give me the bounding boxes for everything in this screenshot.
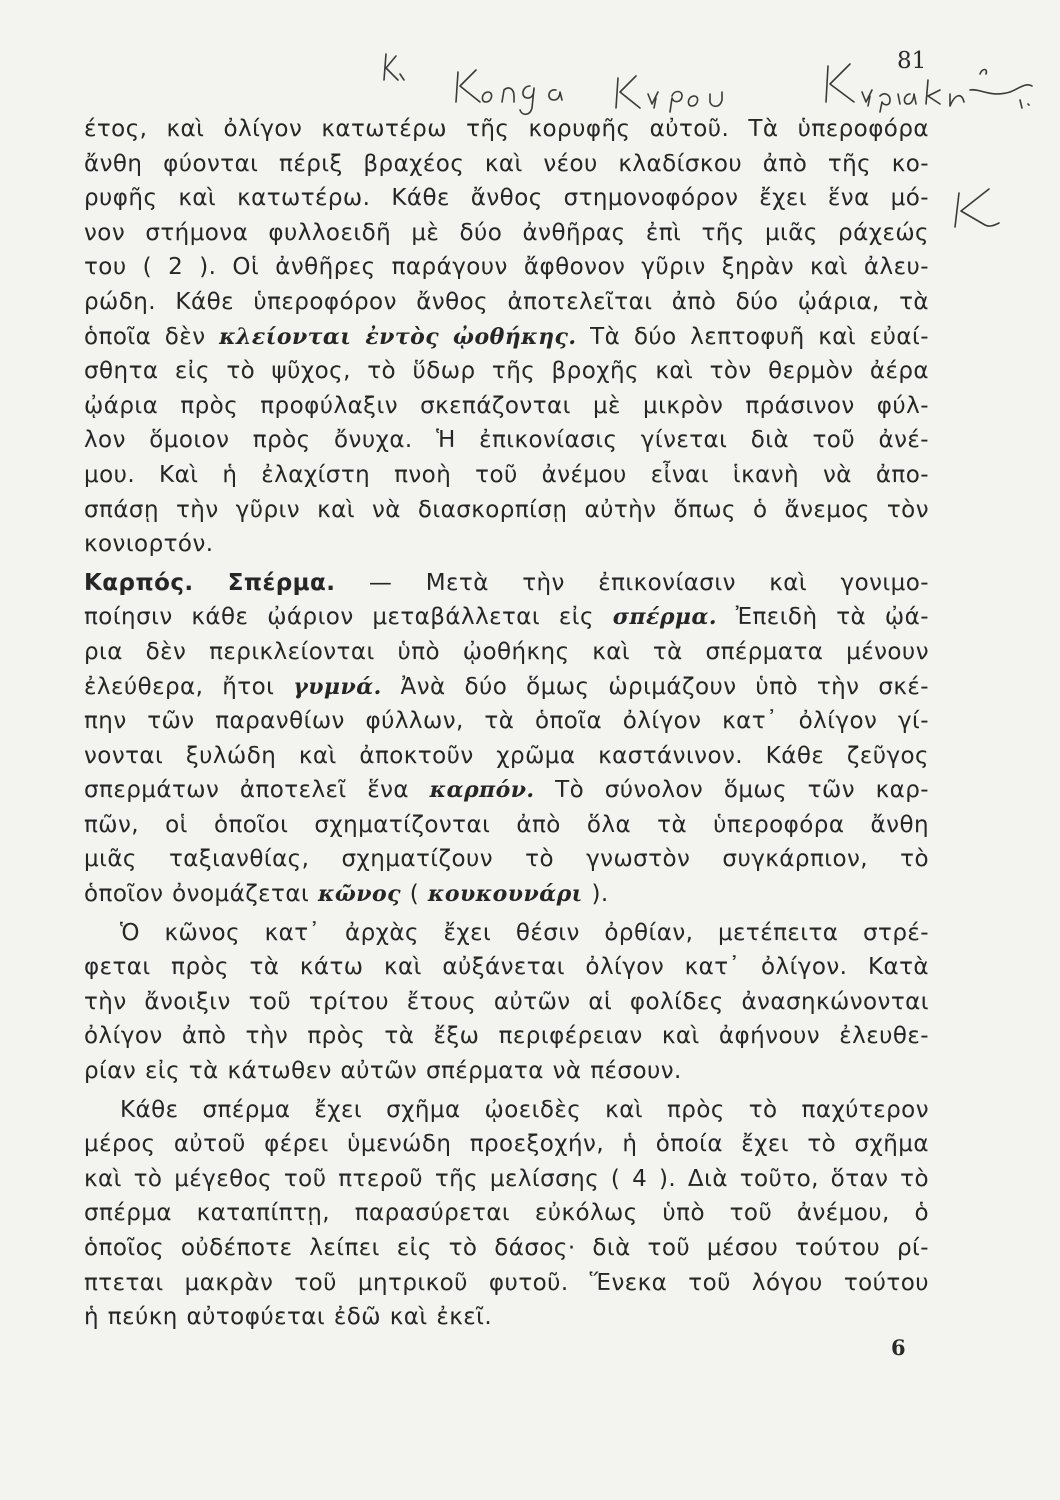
text-line (84, 493, 929, 528)
emphasized-text: γυμνά. (293, 673, 382, 700)
text-segment: καὶ τὸ μέγεθος τοῦ πτεροῦ τῆς μελίσσης ( 4 ). Διὰ τοῦτο, ὅταν τὸ (84, 1165, 929, 1192)
text-segment: φεται πρὸς τὰ κάτω καὶ αὐξάνεται ὀλίγον κατ᾽ ὀλίγον. Κατὰ (84, 954, 929, 981)
text-segment: πτεται μακρὰν τοῦ μητρικοῦ φυτοῦ. Ἕνεκα τοῦ λόγου τούτου (84, 1269, 929, 1296)
text-line (84, 1054, 929, 1089)
text-segment: κονιορτόν. (84, 531, 214, 558)
text-segment: ρια δὲν περικλείονται ὑπὸ ᾠοθήκης καὶ τὰ σπέρματα μένουν (84, 638, 929, 665)
emphasized-text: κῶνος (317, 881, 401, 908)
handwritten-margin-note (945, 185, 1005, 235)
text-line (84, 670, 929, 705)
text-segment: σθητα εἰς τὸ ψῦχος, τὸ ὕδωρ τῆς βροχῆς καὶ τὸν θερμὸν ἀέρα (84, 358, 929, 385)
emphasized-text: σπέρμα. (612, 604, 717, 631)
text-line (84, 181, 929, 216)
text-line (84, 1093, 929, 1128)
text-line (84, 635, 929, 670)
text-segment: Τὸ σύνολον ὅμως τῶν καρ- (534, 777, 929, 804)
text-line (84, 1162, 929, 1197)
text-line (84, 320, 929, 355)
text-line (84, 950, 929, 985)
text-segment: ρυφῆς καὶ κατωτέρω. Κάθε ἄνθος στημονοφόρον ἔχει ἕνα μό- (84, 185, 929, 212)
text-segment: — Μετὰ τὴν ἐπικονίασιν καὶ γονιμο- (335, 569, 929, 596)
emphasized-text: Καρπός. Σπέρμα. (84, 569, 336, 596)
text-segment: ὁποῖον ὀνομάζεται (84, 881, 318, 908)
text-segment: Ἀνὰ δύο ὅμως ὡριμάζουν ὑπὸ τὴν σκέ- (381, 673, 930, 700)
text-line (84, 1266, 929, 1301)
text-segment: ὁποῖος οὐδέποτε λείπει εἰς τὸ δάσος· διὰ τοῦ μέσου τούτου ρί- (84, 1235, 929, 1261)
text-line (84, 808, 929, 843)
text-segment: ( (400, 881, 428, 908)
text-segment: πῶν, οἱ ὁποῖοι σχηματίζονται ἀπὸ ὅλα τὰ ὑπεροφόρα ἄνθη (84, 811, 929, 838)
text-line (84, 527, 929, 562)
text-line (84, 285, 929, 320)
text-line (84, 389, 929, 424)
text-line (84, 1300, 929, 1335)
text-segment: σπάσῃ τὴν γῦριν καὶ νὰ διασκορπίσῃ αὐτὴν ὅπως ὁ ἄνεμος τὸν (84, 496, 929, 523)
text-segment: ὀλίγον ἀπὸ τὴν πρὸς τὰ ἔξω περιφέρειαν καὶ ἀφήνουν ἐλευθε- (84, 1023, 929, 1050)
text-segment: ὁποῖα δὲν (84, 323, 220, 350)
text-line (84, 916, 929, 951)
text-segment: ἐλεύθερα, ἤτοι (84, 673, 294, 700)
text-segment: μιᾶς ταξιανθίας, σχηματίζουν τὸ γνωστὸν συγκάρπιον, τὸ (84, 846, 929, 873)
text-segment: τὴν ἄνοιξιν τοῦ τρίτου ἔτους αὐτῶν αἱ φολίδες ἀνασηκώνονται (84, 988, 929, 1015)
text-line (84, 423, 929, 458)
text-line (84, 985, 929, 1020)
text-line (84, 739, 929, 774)
signature-mark: 6 (891, 1335, 906, 1360)
text-segment: ρίαν εἰς τὰ κάτωθεν αὐτῶν σπέρματα νὰ πέσουν. (84, 1058, 682, 1085)
text-line (84, 250, 929, 285)
text-segment: μου. Καὶ ἡ ἐλαχίστη πνοὴ τοῦ ἀνέμου εἶναι ἱκανὴ νὰ ἀπο- (84, 461, 929, 488)
text-line (84, 1231, 929, 1266)
text-line (84, 1019, 929, 1054)
text-segment: μέρος αὐτοῦ φέρει ὑμενώδη προεξοχήν, ἡ ὁποία ἔχει τὸ σχῆμα (84, 1131, 929, 1158)
text-segment: ρώδη. Κάθε ὑπεροφόρον ἄνθος ἀποτελεῖται ἀπὸ δύο ᾠάρια, τὰ (84, 288, 929, 315)
text-line (84, 112, 929, 147)
text-segment: Κάθε σπέρμα ἔχει σχῆμα ᾠοειδὲς καὶ πρὸς τὸ παχύτερον (120, 1096, 929, 1123)
text-line (84, 877, 929, 912)
emphasized-text: κουκουνάρι (427, 881, 583, 908)
emphasized-text: καρπόν. (429, 777, 535, 804)
text-segment: ποίησιν κάθε ᾠάριον μεταβάλλεται εἰς (84, 604, 613, 631)
text-segment: Τὰ δύο λεπτοφυῆ καὶ εὐαί- (576, 323, 929, 350)
text-segment: ἄνθη φύονται πέριξ βραχέος καὶ νέου κλαδίσκου ἀπὸ τῆς κο- (84, 150, 929, 177)
text-line (84, 354, 929, 389)
text-line (84, 704, 929, 739)
text-segment: του ( 2 ). Οἱ ἀνθῆρες παράγουν ἄφθονον γῦριν ξηρὰν καὶ ἀλευ- (84, 254, 929, 281)
handwritten-header-note (380, 50, 1040, 120)
text-segment: νονται ξυλώδη καὶ ἀποκτοῦν χρῶμα καστάνινον. Κάθε ζεῦγος (84, 742, 929, 769)
text-line (84, 1196, 929, 1231)
text-segment: ). (582, 881, 609, 908)
emphasized-text: κλείονται ἐντὸς ᾠοθήκης. (219, 323, 577, 350)
text-line (84, 773, 929, 808)
text-segment: έτος, καὶ ὀλίγον κατωτέρω τῆς κορυφῆς αὐτοῦ. Τὰ ὑπεροφόρα (84, 116, 929, 142)
text-line (84, 147, 929, 182)
text-line (84, 600, 929, 635)
text-segment: πην τῶν παρανθίων φύλλων, τὰ ὁποῖα ὀλίγον κατ᾽ ὀλίγον γί- (84, 708, 929, 735)
text-segment: ᾠάρια πρὸς προφύλαξιν σκεπάζονται μὲ μικρὸν πράσινον φύλ- (84, 392, 929, 419)
text-segment: ἡ πεύκη αὐτοφύεται ἐδῶ καὶ ἐκεῖ. (84, 1304, 493, 1331)
text-line (84, 216, 929, 251)
text-segment: νον στήμονα φυλλοειδῆ μὲ δύο ἀνθῆρας ἐπὶ τῆς μιᾶς ράχεώς (84, 219, 929, 246)
text-line (84, 566, 929, 601)
text-line (84, 458, 929, 493)
text-segment: σπέρμα καταπίπτῃ, παρασύρεται εὐκόλως ὑπὸ τοῦ ἀνέμου, ὁ (84, 1200, 929, 1227)
text-segment: λον ὅμοιον πρὸς ὄνυχα. Ἡ ἐπικονίασις γίνεται διὰ τοῦ ἀνέ- (84, 427, 929, 454)
text-segment: σπερμάτων ἀποτελεῖ ἕνα (84, 777, 430, 804)
text-line (84, 842, 929, 877)
page-number: 81 (897, 48, 927, 74)
text-segment: Ἐπειδὴ τὰ ᾠά- (716, 604, 929, 631)
text-line (84, 1127, 929, 1162)
body-text (84, 112, 929, 1335)
text-segment: Ὁ κῶνος κατ᾽ ἀρχὰς ἔχει θέσιν ὀρθίαν, μετέπειτα στρέ- (120, 919, 929, 946)
